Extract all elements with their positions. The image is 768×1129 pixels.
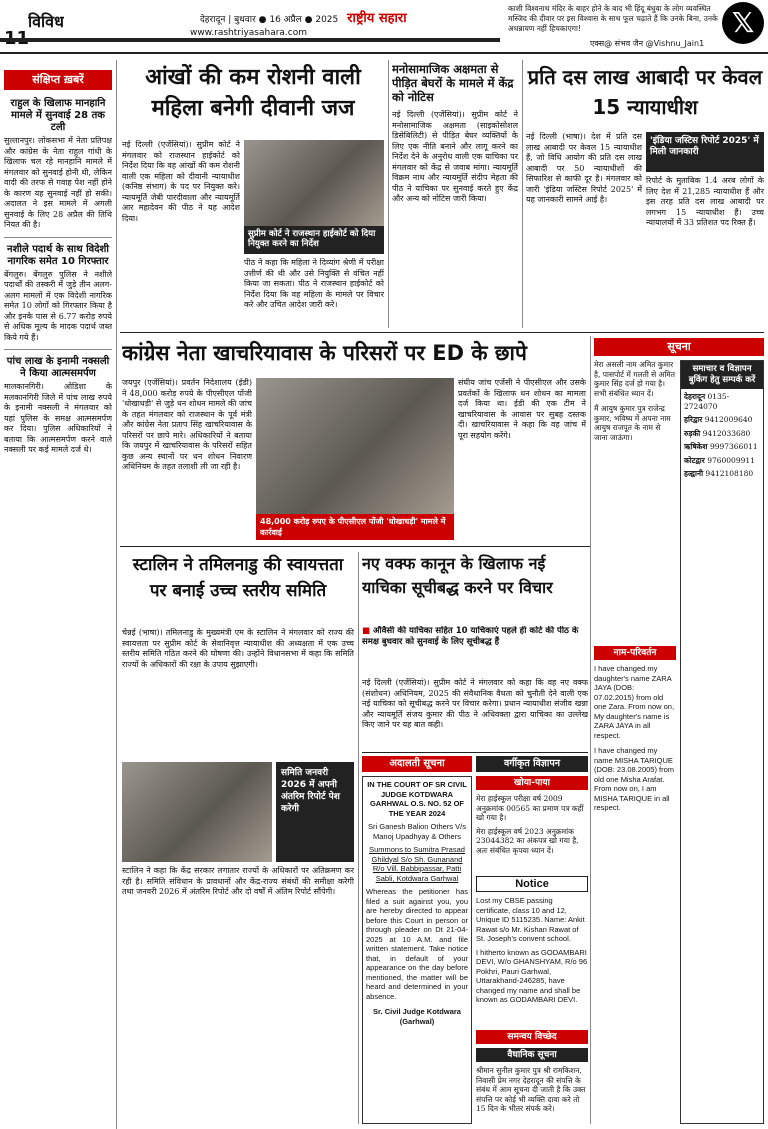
notice-list [476,896,588,1026]
waqf-bullets [362,626,588,674]
contact-heading: समाचार व विज्ञापन बुकिंग हेतु सम्पर्क करें [681,361,763,389]
story-mental-body: नई दिल्ली (एजेंसियां)। सुप्रीम कोर्ट ने मनोसामाजिक अक्षमता (साइकोसोशल डिसेबिलिटी) से पीड़ित बेघर व्यक्तियों के लिए एक नीति बनाने और लागू करने का निर्देश देने के अनुरोध वाली एक याचिका पर मंगलवार को केंद्र से जवाब मांगा। न्यायमूर्ति विक्रम नाथ और न्यायमूर्ति संदीप मेहता की पीठ ने याचिका पर सुनवाई करते हुए केंद्र और अन्य को नोटिस जारी किया। [392,110,518,203]
briefs-heading: संक्षिप्त ख़बरें [4,70,112,90]
contact-list [681,389,763,486]
section-divider [120,332,764,333]
section-title: विविध [28,12,64,31]
small-ad-body: श्रीमान सुनील कुमार पुत्र श्री रामकिशन, निवासी प्रेम नगर देहरादून की संपत्ति के संबंध में आम सूचना दी जाती है कि उक्त संपत्ति पर कोई भी व्यक्ति दावा करे तो 15 दिन के भीतर संपर्क करे। [476,1066,586,1113]
story-eye-body-2: पीठ ने कहा कि महिला ने दिव्यांग श्रेणी में परीक्षा उत्तीर्ण की थी और उसे नियुक्ति से वंचित नहीं किया जा सकता। पीठ ने राजस्थान हाईकोर्ट को निर्देश दिया कि वह महिला के मामले पर विचार करे और उचित आदेश जारी करे। [244,258,384,309]
story-stalin-body: चेन्नई (भाषा)। तमिलनाडु के मुख्यमंत्री एम के स्टालिन ने मंगलवार को राज्य की स्वायत्तता पर सुप्रीम कोर्ट के सेवानिवृत्त न्यायाधीश की अध्यक्षता में एक उच्च स्तरीय समिति गठित करने की घोषणा की। उन्होंने विधानसभा में कहा कि समिति राज्यों के अधिकारों की रक्षा के उपाय सुझाएगी। [122,628,354,669]
contact-city: देहरादून [684,392,706,401]
court-tag: अदालती सूचना [362,756,472,772]
brief-body: मालकानगिरी। ओडिशा के मलकानगिरी जिले में पांच लाख रुपये के इनामी नक्सली ने मंगलवार को यहां पुलिस के समक्ष आत्मसमर्पण कर दिया। पुलिस अधिकारियों ने बताया कि आत्मसमर्पण करने वाले नक्सली पर कई मामले दर्ज थे। [4,382,112,454]
court-sign: Sr. Civil Judge Kotdwara (Garhwal) [373,1007,461,1026]
suchna-heading: सूचना [594,338,764,356]
lost-found-tag: खोया-पाया [476,776,588,790]
notice-heading: Notice [476,876,588,892]
headline-stalin: स्टालिन ने तमिलनाडु की स्वायत्तता पर बनाई उच्च स्तरीय समिति [132,555,344,601]
contact-box [680,360,764,1124]
contact-city: रुड़की [684,428,701,438]
x-logo-icon: 𝕏 [722,2,764,44]
contact-phone[interactable]: 9412108180 [705,469,754,478]
date-line [200,8,500,26]
contact-row [684,456,760,466]
contact-city: हल्द्वानी [684,469,704,478]
brief-title: पांच लाख के इनामी नक्सली ने किया आत्मसमर्पण [6,356,110,379]
story-judges-body: नई दिल्ली (भाषा)। देश में प्रति दस लाख आबादी पर केवल 15 न्यायाधीश हैं, जो विधि आयोग की प्रति दस लाख आबादी पर 50 न्यायाधीशों की सिफारिश से काफी दूर है। मंगलवार को जारी 'इंडिया जस्टिस रिपोर्ट 2025' में यह जानकारी सामने आई है। [526,132,642,204]
notice-item: Lost my CBSE passing certificate, class 10 and 12, Unique ID 5115235. Name: Ankit Rawat s/o Mr. Kishan Rawat of St. Joseph's convent school. [476,896,585,943]
story-eye-body: नई दिल्ली (एजेंसियां)। सुप्रीम कोर्ट ने मंगलवार को राजस्थान हाईकोर्ट को निर्देश दिया कि वह आंखों की कम रोशनी वाली एक महिला को दीवानी न्यायाधीश (कनिष्ठ संभाग) के पद पर नियुक्त करे। न्यायमूर्ति जेबी पारदीवाला और न्यायमूर्ति आर महादेवन की पीठ ने यह आदेश दिया। [122,140,240,223]
quote-source: एक्स@ संभव जैन @Vishnu_Jain1 [590,39,705,48]
ed-caption: 48,000 करोड़ रुपए के पीएसीएल पोंजी 'धोखाधड़ी' मामले में कार्रवाई [256,514,454,540]
brief-title: राहुल के खिलाफ मानहानि मामले में सुनवाई 28 तक टली [10,98,106,133]
supreme-court-photo [244,140,384,226]
contact-city: कोटद्वार [684,455,705,465]
bullet-icon: ■ [362,626,373,636]
suchna-list [594,360,676,640]
contact-phone[interactable]: 9760009911 [707,455,755,465]
divider [4,349,112,350]
divorce-tag: समन्वय विच्छेद [476,1030,588,1044]
brief-body: सुल्तानपुर। लोकसभा में नेता प्रतिपक्ष और कांग्रेस के नेता राहुल गांधी के खिलाफ चल रहे मानहानि मामले में मंगलवार को सुनवाई होनी थी, लेकिन वादी की तरफ से गवाह पेश नहीं होने के कारण यह सुनवाई नहीं हो सकी। अदालत ने इस मामले में अगली सुनवाई के लिए 28 अप्रैल की तिथि नियत की है। [4,136,112,229]
contact-row [684,392,760,411]
name-change-item: I have changed my name MISHA TARIQUE (DOB: 23.08.2005) from old one Misha Arafat. From now on, I am MISHA TARIQUE in all respect. [594,746,675,812]
suchna-item: मैं आयुष कुमार पुत्र राजेन्द्र कुमार, भविष्य में अपना नाम आयुष राजपूत के नाम से जाना जाऊंगा। [594,404,671,442]
stalin-photo [122,762,272,862]
brief-item [4,356,112,456]
notice-item: I hitherto known as GODAMBARI DEVI, W/o GHANSHYAM, R/o 96 Pokhri, Pauri Garhwal, Uttarakhand-246285, have changed my name and shall be known as GODAMBARI DEVI. [476,947,588,1004]
contact-phone[interactable]: 9412033680 [702,428,751,438]
stalin-pull-quote: समिति जनवरी 2026 में अपनी अंतरिम रिपोर्ट पेश करेगी [276,762,354,862]
suchna-item: मेरा असली नाम अमित कुमार है, पासपोर्ट में गलती से अमित कुमार सिंह दर्ज हो गया है। सभी संबंधित ध्यान दें। [594,360,676,398]
story-judges-body-2: रिपोर्ट के मुताबिक 1.4 अरब लोगों के लिए देश में 21,285 न्यायाधीश हैं और इस तरह प्रति दस लाख आबादी पर लगभग 15 न्यायाधीश हैं। उच्च न्यायालयों में 33 प्रतिशत पद रिक्त हैं। [646,176,764,227]
contact-row [684,429,760,439]
quote-text: काशी विश्वनाथ मंदिर के बाहर होने के बाद भी हिंदू बंधुवा के लोग व्यवस्थित मस्जिद की दीवार पर इस विश्वास के साथ फूल चढ़ाते हैं कि उनके बिना, उनके अधन्नायण नहीं हिचकाएगा! [508,4,718,33]
headline-judges: प्रति दस लाख आबादी पर केवल 15 न्यायाधीश [527,65,763,119]
khachariyawas-photo [256,378,454,514]
lost-item: मेरा हाईस्कूल वर्ष 2023 अनुक्रमांक 23044382 का अंकपत्र खो गया है, अतः संबंधित कृपया ध्यान दें। [476,826,579,855]
headline-ed: कांग्रेस नेता खाचरियावास के परिसरों पर ED के छापे [122,341,527,365]
contact-row [684,469,760,479]
name-change-tag: नाम-परिवर्तन [594,646,676,660]
name-change-item: I have changed my daughter's name ZARA JAYA (DOB: 07.02.2015) from old one Zara. From now on, My daughter's name is ZARA JAYA in all respect. [594,664,675,740]
brief-title: नशीले पदार्थ के साथ विदेशी नागरिक समेत 10 गिरफ्तार [7,243,109,267]
column-rule [116,60,117,1129]
headline-eye: आंखों की कम रोशनी वाली महिला बनेगी दीवानी जज [145,65,361,121]
header-divider [0,52,768,54]
court-title: IN THE COURT OF SR CIVIL JUDGE KOTDWARA GARHWAL O.S. NO. 52 OF THE YEAR 2024 [367,780,467,818]
section-divider [120,546,590,547]
contact-phone[interactable]: 9997366011 [709,442,758,451]
judges-pull-quote: 'इंडिया जस्टिस रिपोर्ट 2025' में मिली जानकारी [646,132,764,172]
story-waqf-body: नई दिल्ली (एजेंसियां)। सुप्रीम कोर्ट ने मंगलवार को कहा कि वह नए वक्फ (संशोधन) अधिनियम, 2025 की संवैधानिक वैधता को चुनौती देने वाली एक नई याचिका को सूचीबद्ध करने पर विचार करेगा। प्रधान न्यायाधीश संजीव खन्ना और न्यायमूर्ति संजय कुमार की पीठ ने अधिवक्ता द्वारा याचिका का उल्लेख किए जाने पर यह बात कही। [362,678,588,729]
brief-item [4,98,112,231]
eye-pull-quote: सुप्रीम कोर्ट ने राजस्थान हाईकोर्ट को दिया नियुक्त करने का निर्देश [244,226,384,254]
story-ed-body: जयपुर (एजेंसियां)। प्रवर्तन निदेशालय (ईडी) ने 48,000 करोड़ रुपये के पीएसीएल पोंजी 'धोखाधड़ी' से जुड़े धन शोधन मामले की जांच के तहत मंगलवार को राजस्थान के पूर्व मंत्री और कांग्रेस नेता प्रताप सिंह खाचरियावास के परिसरों पर छापे मारे। अधिकारियों ने बताया कि जयपुर में खाचरियावास के परिसरों सहित कुछ अन्य स्थानों पर धन शोधन निवारण अधिनियम के तहत तलाशी ली जा रही है। [122,378,252,471]
column-rule [590,336,591,1124]
lost-found-list [476,794,588,874]
court-summons: Summons to Sumitra Prasad Ghildyal S/o Sh. Gunanand R/o Vill. Babbipassar, Patti Sabli, Kotdwara Garhwal [369,845,465,883]
story-ed-body-2: संघीय जांच एजेंसी ने पीएसीएल और उसके प्रवर्तकों के खिलाफ धन शोधन का मामला दर्ज किया था। ईडी की एक टीम ने खाचरियावास के आवास पर सुबह दस्तक दी। खाचरियावास ने कहा कि वह जांच में पूरा सहयोग करेंगे। [458,378,586,440]
headline-waqf: नए वक्फ कानून के खिलाफ नई याचिका सूचीबद्ध करने पर विचार [362,554,553,597]
header-rule [0,38,500,42]
contact-row [684,415,760,425]
brief-item [4,244,112,344]
brief-body: बेंगलुरु। बेंगलुरु पुलिस ने नशीले पदार्थों की तस्करी में जुड़े तीन अलग-अलग मामलों में एक विदेशी नागरिक समेत 10 लोगों को गिरफ्तार किया है और इनके पास से 6.77 करोड़ रुपये से अधिक मूल्य के मादक पदार्थ जब्त किये गये हैं। [4,269,112,342]
headline-mental: मनोसामाजिक अक्षमता से पीड़ित बेघरों के मामले में केंद्र को नोटिस [392,62,514,104]
masthead-logo: राष्ट्रीय सहारा [347,11,407,26]
small-ad [476,1066,588,1124]
contact-city: हरिद्वार [684,415,703,424]
section-divider [362,752,588,753]
column-rule [522,60,523,328]
name-change-list [594,664,676,1124]
contact-row [684,442,760,452]
court-notice [362,776,472,1124]
statutory-tag: वैधानिक सूचना [476,1048,588,1062]
column-rule [388,60,389,328]
story-stalin-body-2: स्टालिन ने कहा कि केंद्र सरकार लगातार राज्यों के अधिकारों पर अतिक्रमण कर रही है। समिति संविधान के प्रावधानों और केंद्र-राज्य संबंधों की समीक्षा करेगी तथा जनवरी 2026 में अंतरिम रिपोर्ट और दो वर्षों में अंतिम रिपोर्ट सौंपेगी। [122,866,354,896]
briefs-column [4,94,112,1124]
classified-heading: वर्गीकृत विज्ञापन [476,756,588,772]
contact-city: ऋषिकेश [684,442,708,451]
waqf-bullet: औवैसी की याचिका सहित 10 याचिकाएं पहले ही कोर्ट की पीठ के समक्ष बुधवार को सुनवाई के लिए सूचीबद्ध हैं [362,626,579,647]
column-rule [358,552,359,1124]
lost-item: मेरा हाईस्कूल परीक्षा वर्ष 2009 अनुक्रमांक 00565 का प्रमाण पत्र कहीं खो गया है। [476,794,584,822]
court-body: Whereas the petitioner has filed a suit against you, you are hereby directed to appear before this Court in person or through pleader on Dt 21-04-2025 at 10 A.M. and file written statement. Take notice that, in default of your appearance on the day before mentioned, the matter will be heard and determined in your absence. [366,887,468,1001]
divider [4,237,112,238]
court-parties: Sri Ganesh Balion Others V/s Manoj Upadhyay & Others [368,822,466,841]
date-text: देहरादून | बुधवार ● 16 अप्रैल ● 2025 [200,15,339,25]
contact-phone[interactable]: 9412009640 [704,415,753,424]
website-link[interactable]: www.rashtriyasahara.com [190,28,308,38]
contact-phone[interactable]: 0135-2724070 [684,392,730,411]
